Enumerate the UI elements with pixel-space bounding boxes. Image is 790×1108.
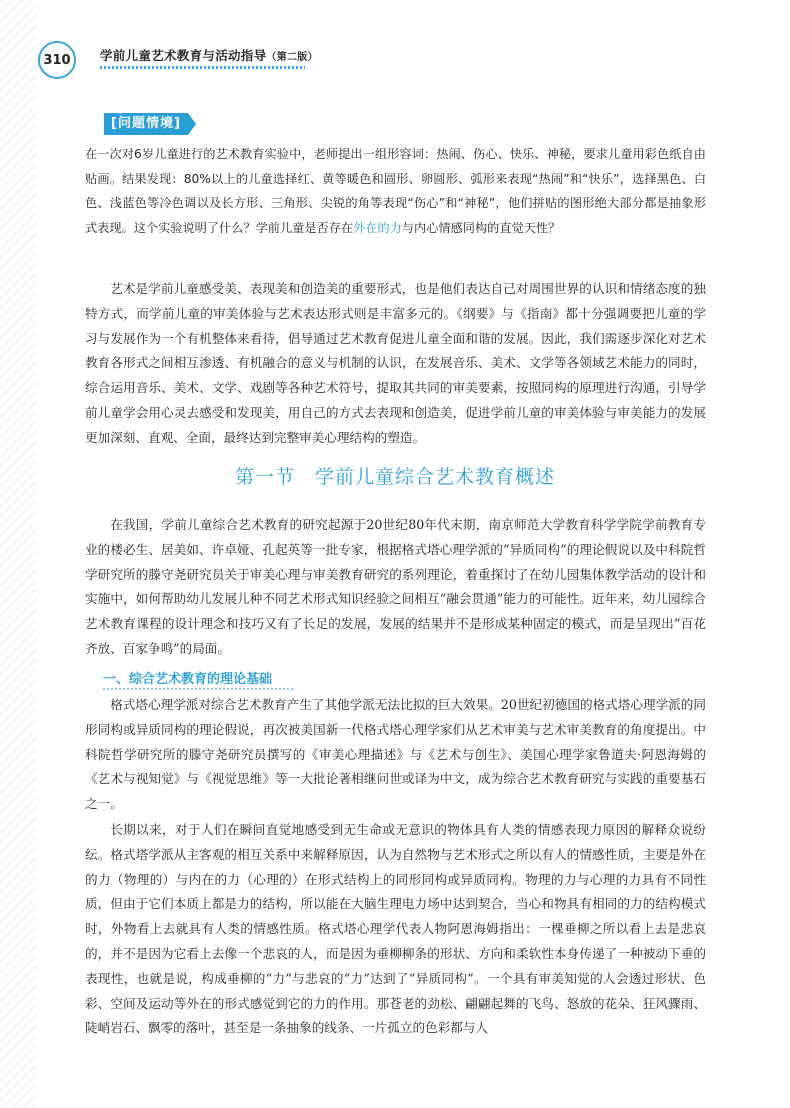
problem-text: 在一次对6岁儿童进行的艺术教育实验中，老师提出一组形容词：热闹、伤心、快乐、神秘，要求儿童用彩色纸自由贴画。结果发现：80%以上的儿童选择红、黄等暖色和圆形、卵圆形、弧形来表现“热闹”和“快乐”，选择黑色、白色、浅蓝色等冷色调以及长方形、三角形、尖锐的角等表现“伤心”和“神秘”，他们拼贴的图形绝大部分都是抽象形式表现。这个实验说明了什么？学前儿童是否存在: [85, 147, 706, 235]
subsection-underline: [103, 688, 293, 690]
book-title: 学前儿童艺术教育与活动指导: [100, 48, 267, 63]
page-number: 310: [38, 41, 76, 79]
subsection-title: 一、综合艺术教育的理论基础: [103, 672, 273, 687]
tag-arrow: [188, 113, 196, 135]
running-header: [100, 46, 318, 64]
problem-situation-tag: [104, 113, 196, 135]
subsection-paragraph-1: 格式塔心理学派对综合艺术教育产生了其他学派无法比拟的巨大效果。20世纪初德国的格式塔心理学派的同形同构或异质同构的理论假说，再次被美国新一代格式塔心理学家们从艺术审美与艺术审美教育的角度提出。中科院哲学研究所的滕守尧研究员撰写的《审美心理描述》与《艺术与创生》、美国心理学家鲁道夫·阿恩海姆的《艺术与视知觉》与《视觉思维》等一大批论著相继问世或译为中文，成为综合艺术教育研究与实践的重要基石之一。: [85, 697, 706, 812]
problem-text-end: 与内心情感同构的直觉天性？: [401, 220, 561, 235]
highlight-term: 外在的力: [353, 220, 402, 235]
intro-paragraph: 艺术是学前儿童感受美、表现美和创造美的重要形式，也是他们表达自己对周围世界的认识和情绪态度的独特方式，而学前儿童的审美体验与艺术表达形式则是丰富多元的。《纲要》与《指南》都十分强调要把儿童的学习与发展作为一个有机整体来看待，倡导通过艺术教育促进儿童全面和谐的发展。因此，我们需逐步深化对艺术教育各形式之间相互渗透、有机融合的意义与机制的认识，在发展音乐、美术、文学等各领域艺术能力的同时，综合运用音乐、美术、文学、戏剧等各种艺术符号，提取其共同的审美要素，按照同构的原理进行沟通，引导学前儿童学会用心灵去感受和发现美，用自己的方式去表现和创造美，促进学前儿童的审美体验与审美能力的发展更加深刻、直观、全面，最终达到完整审美心理结构的塑造。: [85, 281, 706, 445]
problem-paragraph: [85, 142, 706, 240]
edition-label: （第二版）: [266, 52, 318, 63]
section-title: 第一节 学前儿童综合艺术教育概述: [234, 466, 555, 488]
header-divider: [100, 66, 305, 69]
problem-situation-label: [问题情境]: [104, 113, 188, 135]
subsection-paragraph-2: 长期以来，对于人们在瞬间直觉地感受到无生命或无意识的物体具有人类的情感表现力原因的解释众说纷纭。格式塔学派从主客观的相互关系中来解释原因，认为自然物与艺术形式之所以有人的情感性质，主要是外在的力（物理的）与内在的力（心理的）在形式结构上的同形同构或异质同构。物理的力与心理的力具有不同性质，但由于它们本质上都是力的结构，所以能在大脑生理电力场中达到契合，当心和物具有相同的力的结构模式时，外物看上去就具有人类的情感性质。格式塔心理学代表人物阿恩海姆指出：一棵垂柳之所以看上去是悲哀的，并不是因为它看上去像一个悲哀的人，而是因为垂柳柳条的形状、方向和柔软性本身传递了一种被动下垂的表现性，也就是说，构成垂柳的“力”与悲哀的“力”达到了“异质同构”。一个具有审美知觉的人会透过形状、色彩、空间及运动等外在的形式感觉到它的力的作用。那苍老的劲松、翩翩起舞的飞鸟、怒放的花朵、狂风骤雨、陡峭岩石、飘零的落叶，甚至是一条抽象的线条、一片孤立的色彩都与人: [85, 822, 706, 1036]
section-paragraph: 在我国，学前儿童综合艺术教育的研究起源于20世纪80年代末期，南京师范大学教育科学学院学前教育专业的楼必生、居美如、许卓娅、孔起英等一批专家，根据格式塔心理学派的“异质同构”的理论假说以及中科院哲学研究所的滕守尧研究员关于审美心理与审美教育研究的系列理论，着重探讨了在幼儿园集体教学活动的设计和实施中，如何帮助幼儿发展儿种不同艺术形式知识经验之间相互“融会贯通”能力的可能性。近年来，幼儿园综合艺术教育课程的设计理念和技巧又有了长足的发展，发展的结果并不是形成某种固定的模式，而是呈现出“百花齐放、百家争鸣”的局面。: [85, 517, 706, 656]
margin-decoration: [0, 0, 36, 1108]
